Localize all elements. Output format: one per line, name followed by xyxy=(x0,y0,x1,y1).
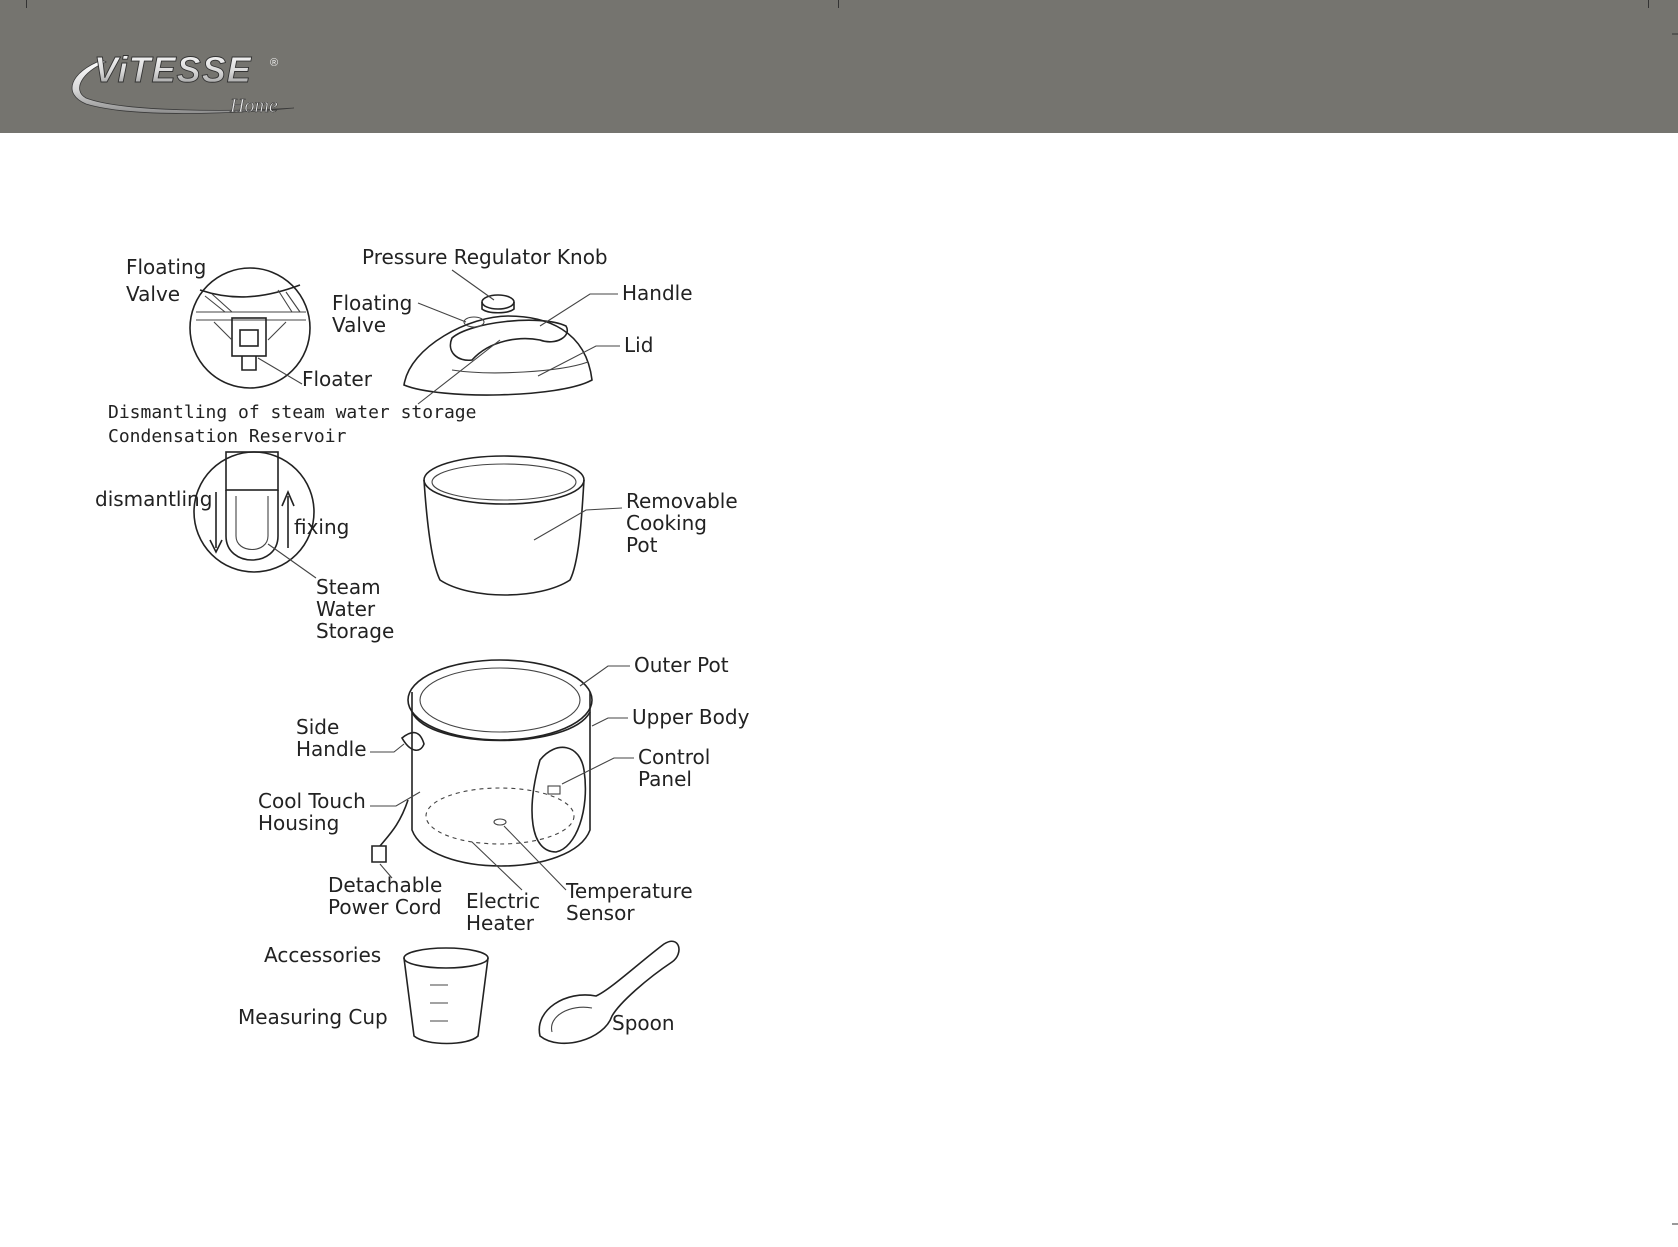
leader-removable-cooking-pot xyxy=(534,508,622,540)
label-floating-valve: Valve xyxy=(332,313,387,337)
lid-illustration xyxy=(404,295,592,395)
label-detachable-power-cord: Power Cord xyxy=(328,895,442,919)
logo-registered-mark: ® xyxy=(270,57,279,69)
leader-upper-body xyxy=(592,718,628,726)
measuring-cup-illustration xyxy=(404,948,488,1044)
logo-sub: Home xyxy=(230,95,278,117)
label-dismantling-steam: Dismantling of steam water storage xyxy=(108,402,477,423)
label-lid: Lid xyxy=(624,333,654,357)
label-spoon: Spoon xyxy=(612,1011,675,1035)
label-handle: Handle xyxy=(622,281,693,305)
label-floater: Floater xyxy=(302,367,372,391)
cooker-body-illustration xyxy=(372,660,592,866)
leader-pressure-regulator-knob xyxy=(452,270,494,300)
label-pressure-regulator-knob: Pressure Regulator Knob xyxy=(362,245,608,269)
crop-mark xyxy=(1672,34,1678,1224)
leader-control-panel xyxy=(562,758,634,784)
label-removable-cooking-pot: Cooking xyxy=(626,511,707,535)
label-floating-valve-detail: Floating xyxy=(126,255,207,279)
label-steam-water-storage: Storage xyxy=(316,619,395,643)
label-floating-valve-detail: Valve xyxy=(126,282,181,306)
leader-side-handle xyxy=(370,744,404,752)
label-condensation-reservoir: Condensation Reservoir xyxy=(108,426,347,447)
floating-valve-detail-illustration xyxy=(190,268,310,388)
leader-steam-water-storage xyxy=(268,544,316,578)
label-measuring-cup: Measuring Cup xyxy=(238,1005,388,1029)
logo-brand: ViTESSE xyxy=(94,52,252,90)
label-temperature-sensor: Temperature xyxy=(566,879,693,903)
label-electric-heater: Electric xyxy=(466,889,541,913)
label-floating-valve: Floating xyxy=(332,291,413,315)
label-temperature-sensor: Sensor xyxy=(566,901,635,925)
label-electric-heater: Heater xyxy=(466,911,534,935)
label-upper-body: Upper Body xyxy=(632,705,750,729)
label-detachable-power-cord: Detachable xyxy=(328,873,443,897)
label-steam-water-storage: Steam xyxy=(316,575,381,599)
label-fixing: fixing xyxy=(294,515,350,539)
label-cool-touch-housing: Housing xyxy=(258,811,340,835)
label-removable-cooking-pot: Removable xyxy=(626,489,738,513)
label-outer-pot: Outer Pot xyxy=(634,653,729,677)
label-steam-water-storage: Water xyxy=(316,597,376,621)
label-control-panel: Control xyxy=(638,745,711,769)
label-removable-cooking-pot: Pot xyxy=(626,533,658,557)
leader-outer-pot xyxy=(580,666,630,686)
label-side-handle: Side xyxy=(296,715,340,739)
label-side-handle: Handle xyxy=(296,737,367,761)
label-control-panel: Panel xyxy=(638,767,692,791)
label-cool-touch-housing: Cool Touch xyxy=(258,789,366,813)
condensation-reservoir-illustration xyxy=(194,452,314,572)
leader-lid xyxy=(538,346,620,376)
label-dismantling: dismantling xyxy=(95,487,213,511)
label-accessories: Accessories xyxy=(264,943,382,967)
leader-floating-valve xyxy=(418,303,466,322)
